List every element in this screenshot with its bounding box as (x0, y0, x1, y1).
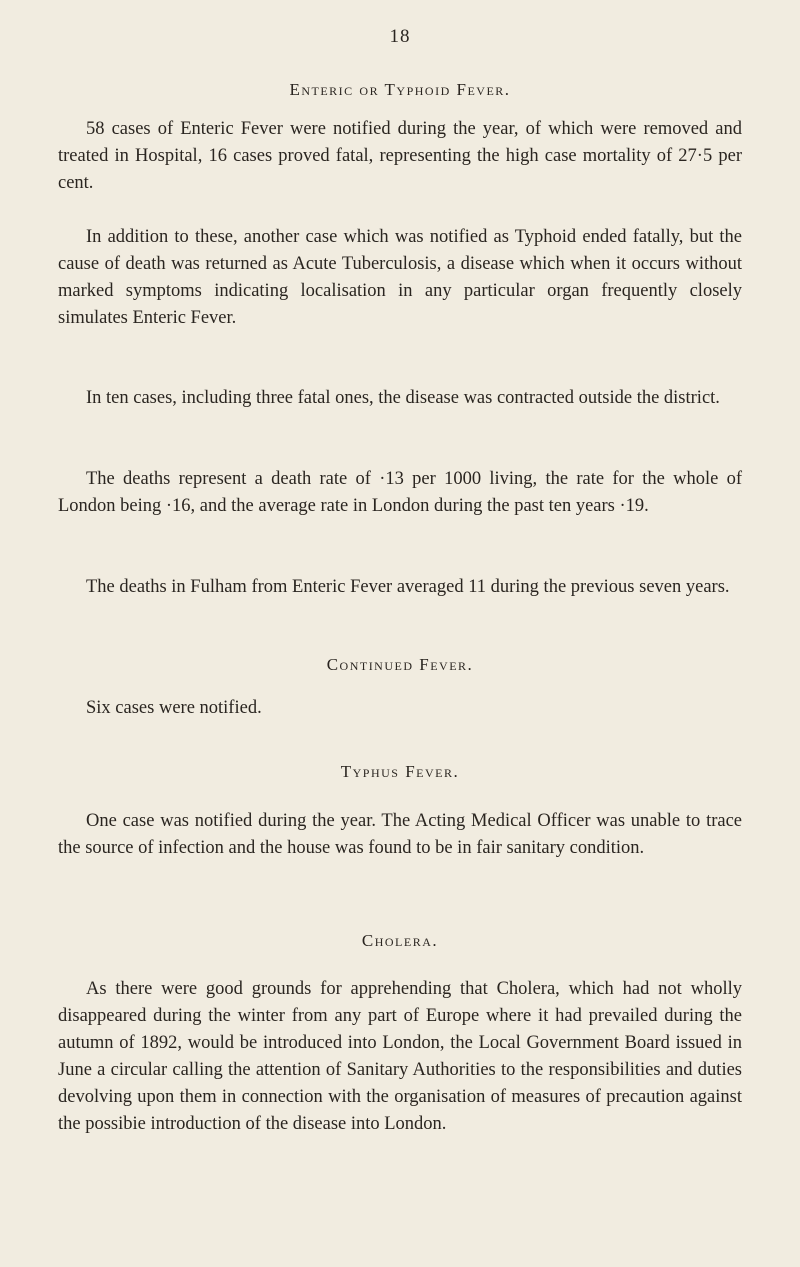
page-number: 18 (389, 26, 411, 47)
section-heading-continued-fever: Continued Fever. (326, 655, 474, 674)
section-heading-typhus-fever: Typhus Fever. (340, 762, 460, 781)
paragraph-continued-fever: Six cases were notified. (86, 698, 262, 718)
paragraph-enteric-outside-district: In ten cases, including three fatal ones, the disease was contracted outside the district. (86, 388, 720, 408)
paragraph-enteric-death-rate: The deaths represent a death rate of ·13 per 1000 living, the rate for the whole of London being ·16, and the average rate in London during the past ten years ·19. (58, 469, 742, 516)
paragraph-enteric-cases: 58 cases of Enteric Fever were notified during the year, of which were removed and treated in Hospital, 16 cases proved fatal, representing the high case mortality of 27·5 per cent. (58, 119, 742, 193)
paragraph-enteric-additional-case: In addition to these, another case which was notified as Typhoid ended fatally, but the cause of death was returned as Acute Tuberculosis, a disease which when it occurs without marked symptoms indicating localisation in any particular organ frequently closely simulates Enteric Fever. (58, 227, 742, 328)
paragraph-typhus-fever: One case was notified during the year. The Acting Medical Officer was unable to trace the source of infection and the house was found to be in fair sanitary condition. (58, 811, 742, 858)
section-heading-enteric-fever: Enteric or Typhoid Fever. (289, 80, 511, 99)
paragraph-enteric-fulham-average: The deaths in Fulham from Enteric Fever averaged 11 during the previous seven years. (86, 577, 730, 597)
paragraph-cholera: As there were good grounds for apprehending that Cholera, which had not wholly disappeared during the winter from any part of Europe where it had prevailed during the autumn of 1892, would be introduced into London, the Local Government Board issued in June a circular calling the attention of Sanitary Authorities to the responsibilities and duties devolving upon them in connection with the organisation of measures of precaution against the possibie introduction of the disease into London. (58, 979, 742, 1134)
section-heading-cholera: Cholera. (361, 931, 439, 950)
